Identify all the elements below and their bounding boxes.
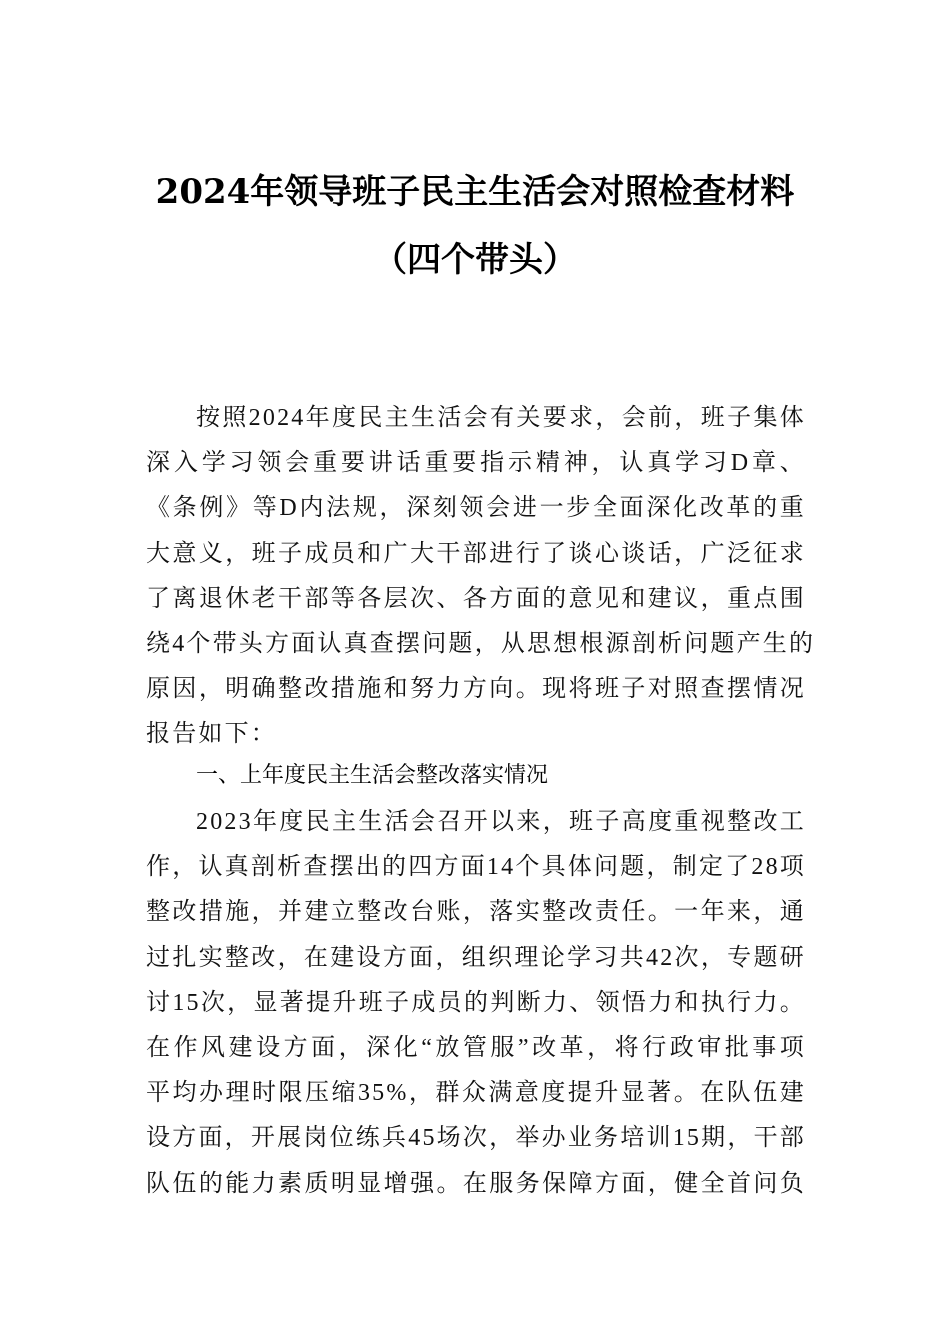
section-heading: 一、上年度民主生活会整改落实情况	[196, 763, 549, 788]
intro-paragraph	[146, 396, 816, 758]
paragraph-line: 平均办理时限压缩35%，群众满意度提升显著。在队伍建	[146, 1080, 806, 1107]
paragraph-line: 大意义，班子成员和广大干部进行了谈心谈话，广泛征求	[146, 540, 806, 567]
paragraph-line: 按照2024年度民主生活会有关要求，会前，班子集体	[196, 405, 806, 431]
paragraph-line: 在作风建设方面，深化“放管服”改革，将行政审批事项	[146, 1035, 806, 1062]
paragraph-line: 2023年度民主生活会召开以来，班子高度重视整改工	[196, 809, 806, 835]
paragraph-line: 队伍的能力素质明显增强。在服务保障方面，健全首问负	[146, 1170, 806, 1197]
paragraph-line: 整改措施，并建立整改台账，落实整改责任。一年来，通	[146, 899, 806, 926]
paragraph-line: 报告如下：	[146, 721, 277, 748]
paragraph-line: 讨15次，显著提升班子成员的判断力、领悟力和执行力。	[146, 989, 806, 1016]
paragraph-line: 绕4个带头方面认真查摆问题，从思想根源剖析问题产生的	[146, 631, 816, 658]
paragraph-line: 原因，明确整改措施和努力方向。现将班子对照查摆情况	[146, 676, 806, 703]
paragraph-line: 《条例》等D内法规，深刻领会进一步全面深化改革的重	[146, 495, 806, 522]
paragraph-line: 深入学习领会重要讲话重要指示精神，认真学习D章、	[146, 450, 806, 477]
document-subtitle: （四个带头）	[373, 240, 577, 280]
section-paragraph	[146, 800, 806, 1207]
paragraph-line: 了离退休老干部等各层次、各方面的意见和建议，重点围	[146, 585, 806, 612]
paragraph-line: 过扎实整改，在建设方面，组织理论学习共42次，专题研	[146, 944, 806, 971]
paragraph-line: 设方面，开展岗位练兵45场次，举办业务培训15期，干部	[146, 1125, 806, 1152]
document-title: 2024年领导班子民主生活会对照检查材料	[155, 172, 795, 212]
paragraph-line: 作，认真剖析查摆出的四方面14个具体问题，制定了28项	[146, 854, 806, 881]
